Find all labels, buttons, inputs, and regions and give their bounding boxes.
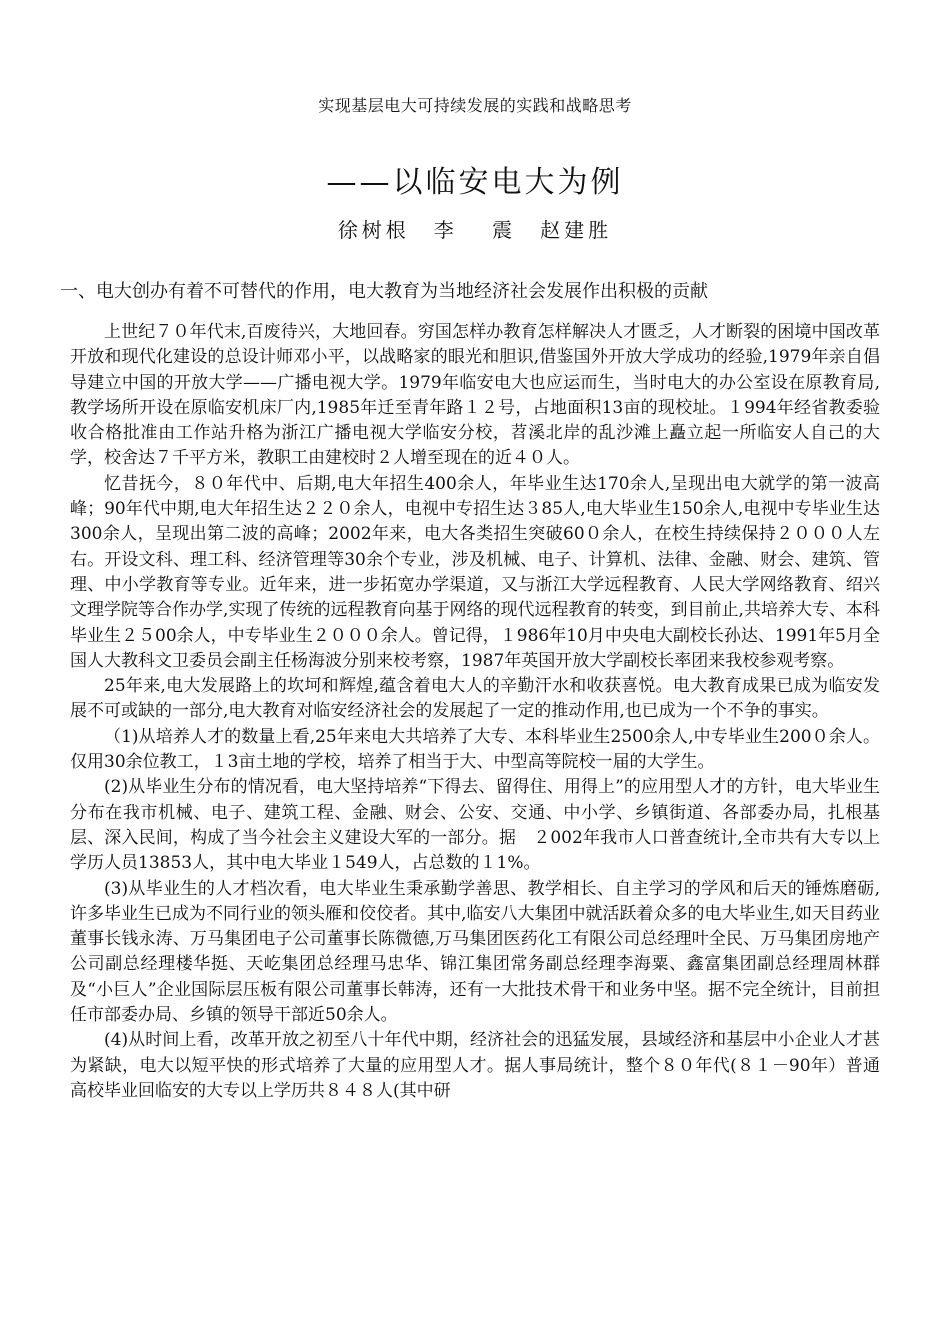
list-item: （1)从培养人才的数量上看,25年来电大共培养了大专、本科毕业生2500余人,中专毕业生200０余人。仅用30余位教工，１3亩土地的学校，培养了相当于大、中型高等院校一届的大学生。 <box>70 726 880 773</box>
article-subtitle: ——以临安电大为例 <box>326 165 624 200</box>
list-item: (4)从时间上看，改革开放之初至八十年代中期，经济社会的迅猛发展，县域经济和基层中小企业人才甚为紧缺，电大以短平快的形式培养了大量的应用型人才。据人事局统计，整个８０年代(８１－90年）普通高校毕业回临安的大专以上学历共８４８人(其中研 <box>70 1030 880 1101</box>
running-title: 实现基层电大可持续发展的实践和战略思考 <box>318 96 632 115</box>
paragraph: 忆昔抚今，８０年代中、后期,电大年招生400余人，年毕业生达170余人,呈现出电大就学的第一波高峰；90年代中期,电大年招生达２２０余人，电视中专招生达３85人,电大毕业生150余人,电视中专毕业生达300余人，呈现出第二波的高峰；2002年来，电大各类招生突破60０余人，在校生持续保持２０００人左右。开设文科、理工科、经济管理等30余个专业，涉及机械、电子、计算机、法律、金融、财会、建筑、管理、中小学教育等专业。近年来，进一步拓宽办学渠道，又与浙江大学远程教育、人民大学网络教育、绍兴文理学院等合作办学,实现了传统的远程教育向基于网络的现代远程教育的转变，到目前止,共培养大专、本科毕业生２５00余人，中专毕业生２０００余人。曾记得，１986年10月中央电大副校长孙达、1991年5月全国人大教科文卫委员会副主任杨海波分别来校考察，1987年英国开放大学副校长率团来我校参观考察。 <box>70 473 880 671</box>
list-item: (3)从毕业生的人才档次看，电大毕业生秉承勤学善思、教学相长、自主学习的学风和后天的锤炼磨砺,许多毕业生已成为不同行业的领头雁和佼佼者。其中,临安八大集团中就活跃着众多的电大毕业生,如天目药业董事长钱永涛、万马集团电子公司董事长陈微德,万马集团医药化工有限公司总经理叶全民、万马集团房地产公司副总经理楼华挺、天屹集团总经理马忠华、锦江集团常务副总经理李海粟、鑫富集团副总经理周林群及“小巨人”企业国际层压板有限公司董事长韩涛，还有一大批技术骨干和业务中坚。据不完全统计，目前担任市部委办局、乡镇的领导干部近50余人。 <box>70 878 880 1026</box>
section-heading: 一、电大创办有着不可替代的作用，电大教育为当地经济社会发展作出积极的贡献 <box>60 281 708 302</box>
paragraph: 上世纪７０年代末,百废待兴，大地回春。穷国怎样办教育怎样解决人才匮乏，人才断裂的困境中国改革开放和现代化建设的总设计师邓小平，以战略家的眼光和胆识,借鉴国外开放大学成功的经验,1979年亲自倡导建立中国的开放大学——广播电视大学。1979年临安电大也应运而生，当时电大的办公室设在原教育局,教学场所开设在原临安机床厂内,1985年迁至青年路１２号，占地面积13亩的现校址。１994年经省教委验收合格批准由工作站升格为浙江广播电视大学临安分校，苕溪北岸的乱沙滩上矗立起一所临安人自己的大学，校舍达７千平方米，教职工由建校时２人增至现在的近４０人。 <box>70 322 880 469</box>
author-line: 徐树根 李 震 赵建胜 <box>337 218 613 242</box>
paragraph: 25年来,电大发展路上的坎坷和辉煌,蕴含着电大人的辛勤汗水和收获喜悦。电大教育成果已成为临安发展不可或缺的一部分,电大教育对临安经济社会的发展起了一定的推动作用,也已成为一个不争的事实。 <box>70 676 880 722</box>
list-item: (2)从毕业生分布的情况看，电大坚持培养“下得去、留得住、用得上”的应用型人才的方针，电大毕业生分布在我市机械、电子、建筑工程、金融、财会、公安、交通、中小学、乡镇街道、各部委办局，扎根基层、深入民间，构成了当今社会主义建设大军的一部分。据 ２002年我市人口普查统计,全市共有大专以上学历人员13853人，其中电大毕业１549人，占总数的１1%。 <box>70 777 880 874</box>
body-text <box>70 320 880 1104</box>
